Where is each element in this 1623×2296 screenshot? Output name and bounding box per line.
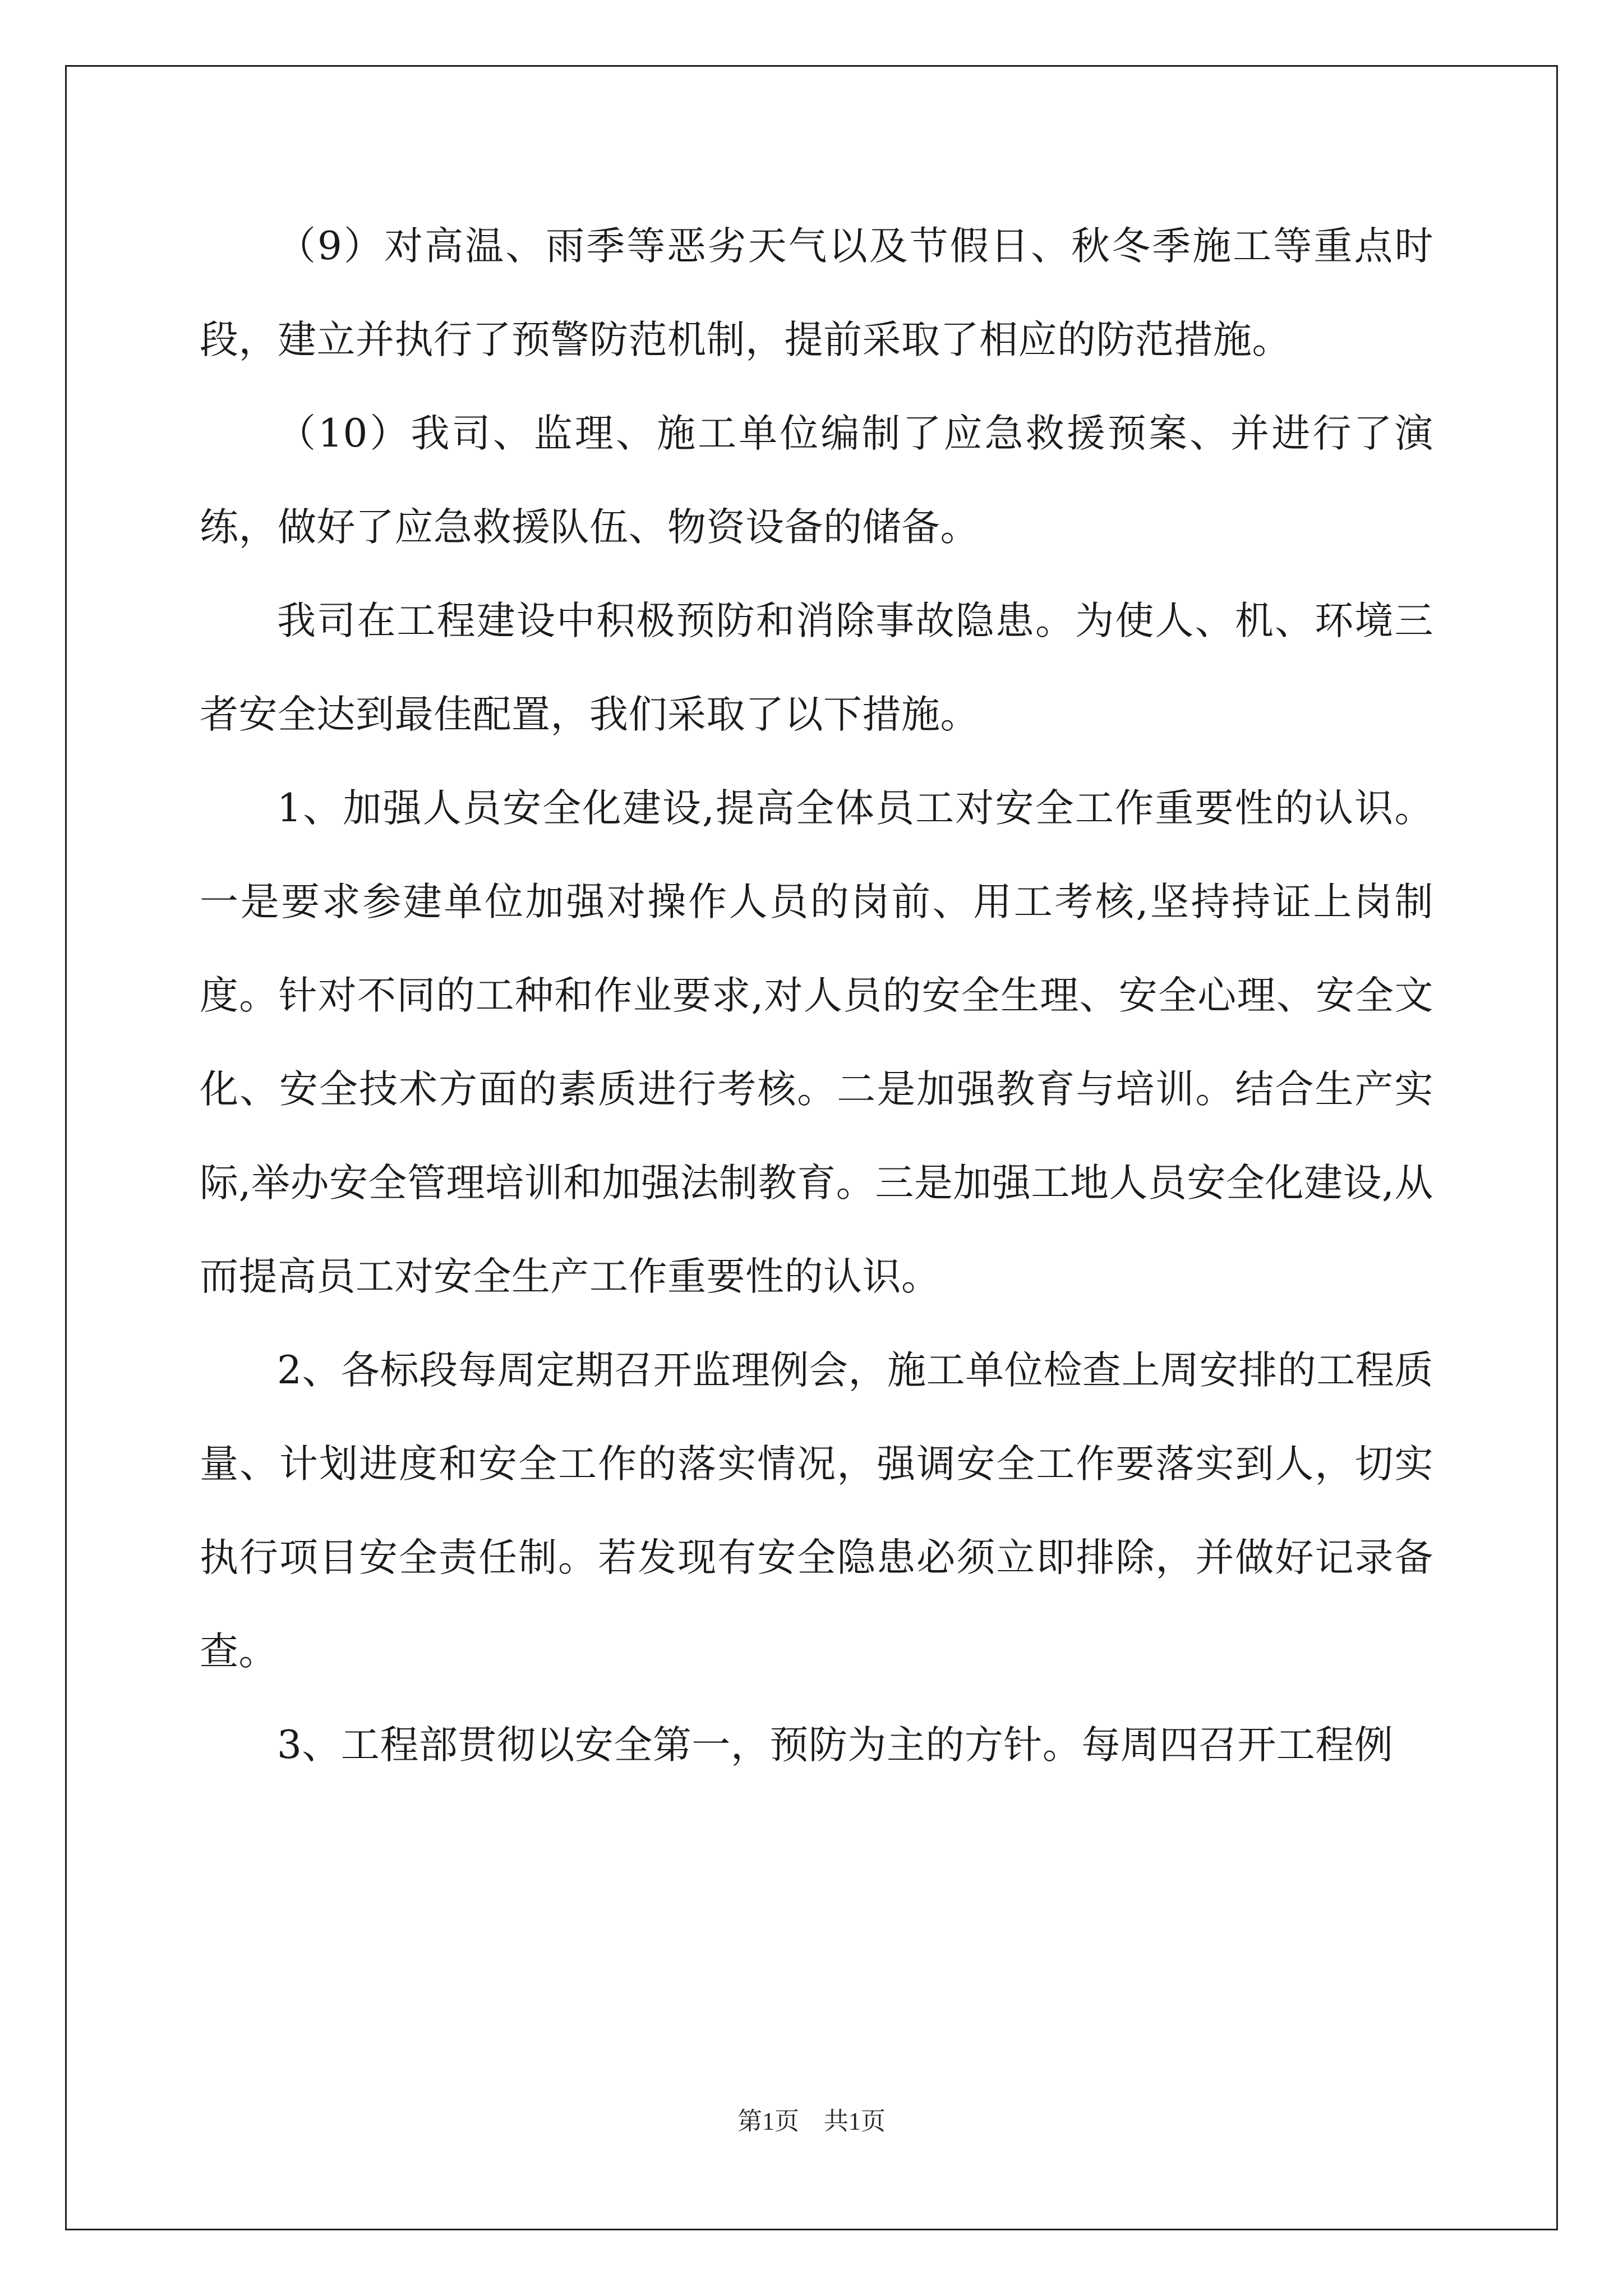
document-body: [200, 200, 1433, 1792]
paragraph-9: （9）对高温、雨季等恶劣天气以及节假日、秋冬季施工等重点时段，建立并执行了预警防范机制，提前采取了相应的防范措施。: [200, 224, 1433, 362]
paragraph-measure-1: 1、加强人员安全化建设,提高全体员工对安全工作重要性的认识。一是要求参建单位加强对操作人员的岗前、用工考核,坚持持证上岗制度。针对不同的工种和作业要求,对人员的安全生理、安全心理、安全文化、安全技术方面的素质进行考核。二是加强教育与培训。结合生产实际,举办安全管理培训和加强法制教育。三是加强工地人员安全化建设,从而提高员工对安全生产工作重要性的认识。: [200, 786, 1433, 1299]
paragraph-measure-2: 2、各标段每周定期召开监理例会，施工单位检查上周安排的工程质量、计划进度和安全工作的落实情况，强调安全工作要落实到人，切实执行项目安全责任制。若发现有安全隐患必须立即排除，并做好记录备查。: [200, 1348, 1433, 1674]
paragraph-intro: 我司在工程建设中积极预防和消除事故隐患。为使人、机、环境三者安全达到最佳配置，我们采取了以下措施。: [200, 599, 1433, 737]
paragraph-measure-3: 3、工程部贯彻以安全第一，预防为主的方针。每周四召开工程例: [277, 1723, 1394, 1768]
page-number-footer: 第1页 共1页: [737, 2108, 886, 2135]
paragraph-10: （10）我司、监理、施工单位编制了应急救援预案、并进行了演练，做好了应急救援队伍、物资设备的储备。: [200, 411, 1433, 550]
